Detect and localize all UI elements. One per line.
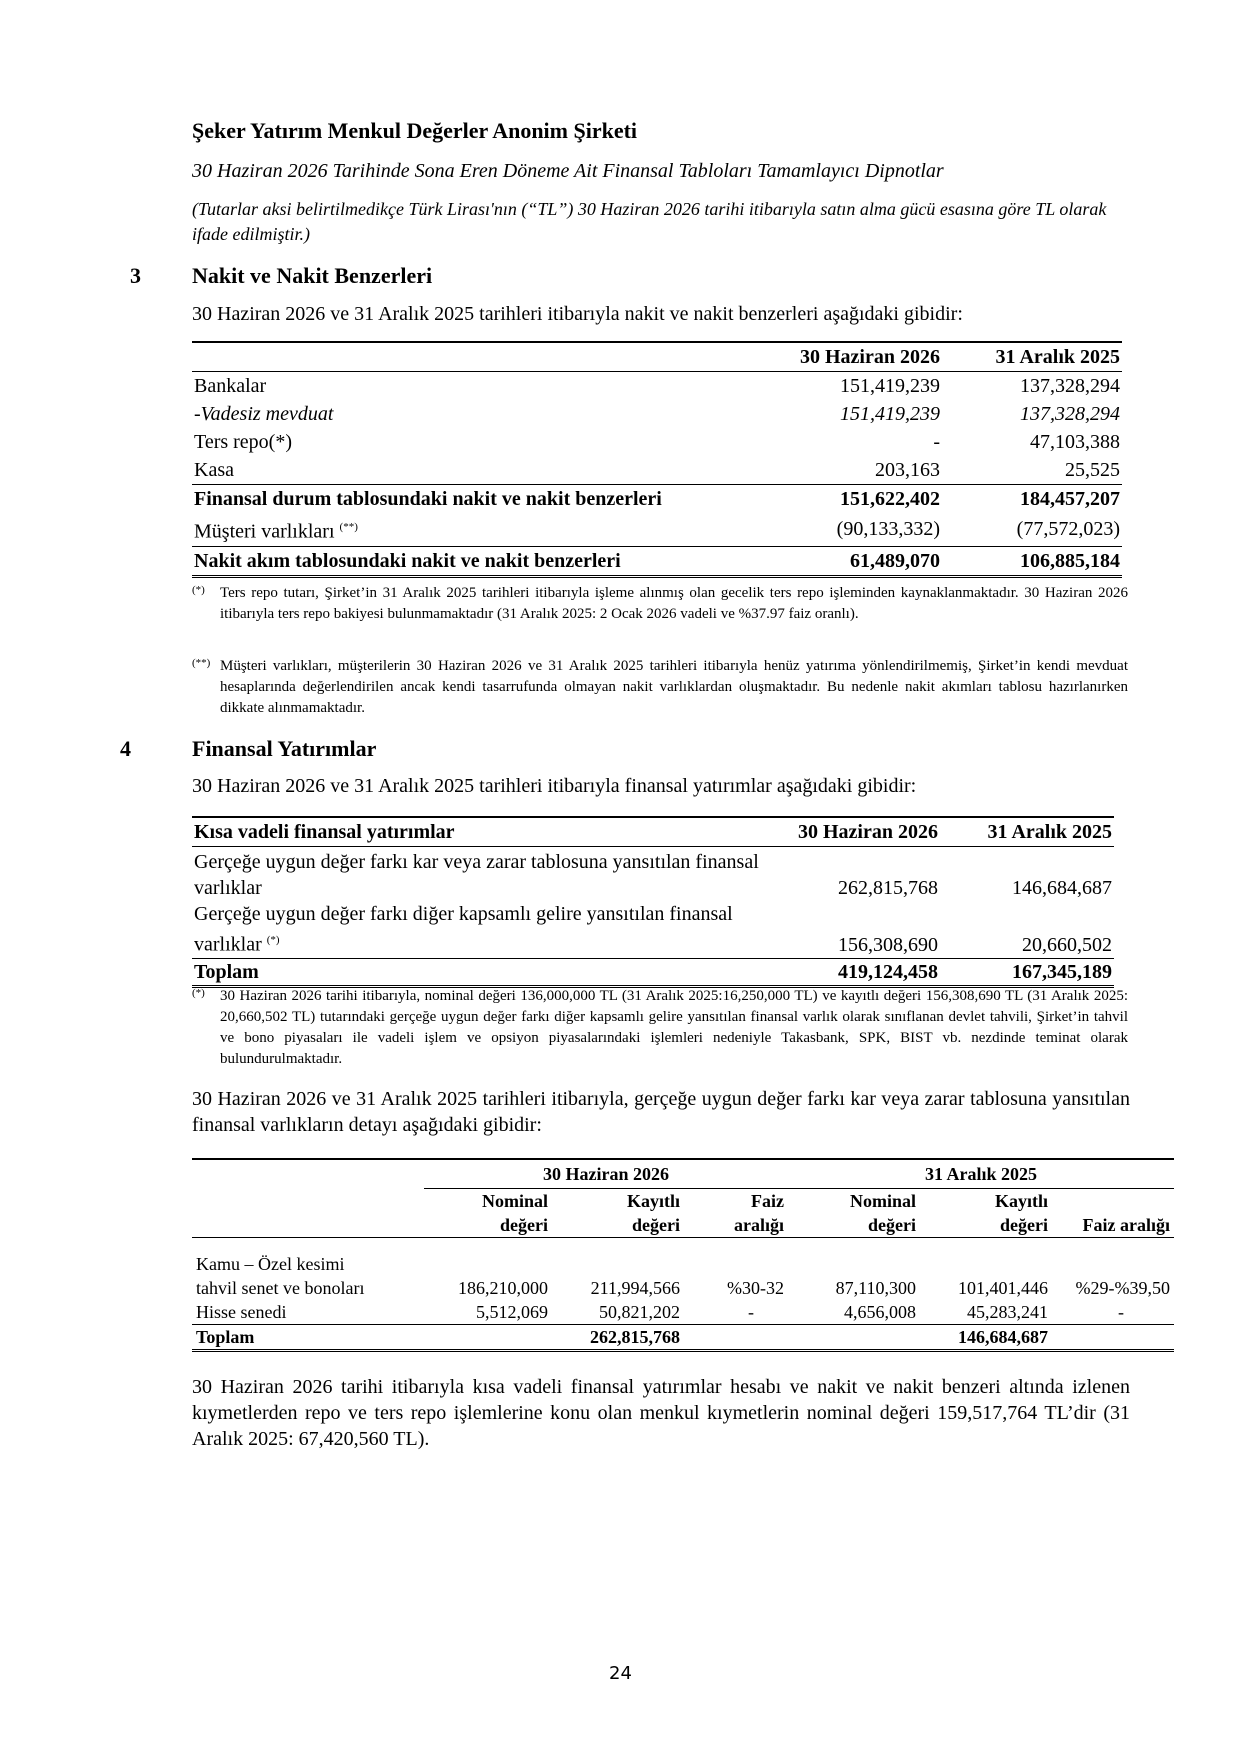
column-header: Kayıtlı — [627, 1190, 680, 1211]
table-cell: 5,512,069 — [476, 1301, 548, 1322]
row-label: tahvil senet ve bonoları — [196, 1277, 365, 1298]
closing-paragraph: 30 Haziran 2026 tarihi itibarıyla kısa vadeli finansal yatırımlar hesabı ve nakit ve nakit benzeri altında izlenen kıymetlerden repo ve ters repo işlemlerine konu olan menkul kıymetlerin nominal değeri 159,517,764 TL’dir (31 Aralık 2025: 67,420,560 TL). — [192, 1376, 1130, 1450]
value-2025: 106,885,184 — [1020, 549, 1120, 572]
footnote-text: Ters repo tutarı, Şirket’in 31 Aralık 2025 tarihleri itibarıyla işleme alınmış olan gecelik ters repo işleminden kaynaklanmaktadır. 30 Haziran 2026 itibarıyla ters repo bakiyesi bulunmamaktadır (31 Aralık 2025: 2 Ocak 2026 vadeli ve %37.97 faiz oranlı). — [220, 585, 1128, 622]
table-row — [192, 847, 1114, 902]
table-row — [192, 1252, 1174, 1276]
spacer-row — [192, 1237, 1174, 1252]
column-header: 31 Aralık 2025 — [995, 346, 1120, 368]
row-label: -Vadesiz mevduat — [194, 403, 334, 425]
value-2026: 156,308,690 — [838, 933, 938, 956]
table-cell: 4,656,008 — [844, 1301, 916, 1322]
total-row — [192, 1324, 1174, 1350]
column-header: 30 Haziran 2026 — [798, 821, 938, 843]
value-2026: 151,419,239 — [840, 403, 940, 425]
column-header: değeri — [500, 1214, 548, 1235]
section-4-number: 4 — [120, 736, 131, 761]
footnote-ref: (**) — [339, 521, 358, 533]
table-row — [192, 1300, 1174, 1325]
value-2025: 47,103,388 — [1030, 431, 1120, 453]
footnote-mark: (**) — [192, 657, 211, 669]
column-header: 30 Haziran 2026 — [800, 346, 940, 368]
table-cell: %30-32 — [727, 1277, 784, 1298]
value-2026: 151,622,402 — [840, 488, 940, 510]
row-label: Hisse senedi — [196, 1301, 287, 1322]
table-cell: 101,401,446 — [958, 1277, 1048, 1298]
value-2026: - — [933, 431, 940, 453]
table-cell: - — [1118, 1301, 1124, 1322]
row-label: Finansal durum tablosundaki nakit ve nakit benzerleri — [194, 488, 662, 510]
company-name: Şeker Yatırım Menkul Değerler Anonim Şirketi — [192, 118, 638, 143]
table-row — [192, 372, 1122, 401]
value-2026: (90,133,332) — [836, 518, 940, 541]
footnote-text: Müşteri varlıkları, müşterilerin 30 Haziran 2026 ve 31 Aralık 2025 tarihleri itibarıyla henüz yatırıma yönlendirilmemiş, Şirket’in kendi mevduat hesaplarında değerlendirilen ancak kendi tasarrufunda olmayan nakit varlıklardan oluşmaktadır. Bu nedenle nakit akımları tablosu hazırlanırken dikkate alınmamaktadır. — [220, 658, 1128, 716]
row-label: Nakit akım tablosundaki nakit ve nakit benzerleri — [194, 549, 621, 572]
column-header-row-1 — [192, 1188, 1174, 1213]
table-row — [192, 456, 1122, 485]
row-label: Kamu – Özel kesimi — [196, 1253, 345, 1274]
column-header: değeri — [868, 1214, 916, 1235]
value-2025: 184,457,207 — [1020, 488, 1120, 510]
column-header: Faiz — [751, 1190, 784, 1211]
table-row — [192, 901, 1114, 958]
table-header-row — [192, 342, 1122, 372]
column-header-row-2 — [192, 1213, 1174, 1238]
value-2026: 151,419,239 — [840, 375, 940, 397]
column-header: değeri — [632, 1214, 680, 1235]
period-2026-header: 30 Haziran 2026 — [424, 1159, 788, 1188]
row-label — [192, 901, 762, 958]
table-cell: 45,283,241 — [967, 1301, 1048, 1322]
value-2025: (77,572,023) — [1016, 518, 1120, 541]
value-2025: 20,660,502 — [1022, 933, 1112, 956]
table-row — [192, 400, 1122, 428]
value-2026: 419,124,458 — [838, 960, 938, 983]
footnote-ref: (*) — [266, 934, 280, 946]
row-label: Kasa — [194, 459, 234, 481]
detail-intro: 30 Haziran 2026 ve 31 Aralık 2025 tarihleri itibarıyla, gerçeğe uygun değer farkı kar veya zarar tablosuna yansıtılan finansal varlıkların detayı aşağıdaki gibidir: — [192, 1088, 1130, 1136]
row-label-text: Müşteri varlıkları — [194, 520, 335, 543]
currency-note: (Tutarlar aksi belirtilmedikçe Türk Lirası'nın (“TL”) 30 Haziran 2026 tarihi itibarıyla satın alma gücü esasına göre TL olarak ifade edilmiştir.) — [192, 199, 1107, 244]
table-header-row — [192, 817, 1114, 847]
column-header: Faiz aralığı — [1082, 1214, 1170, 1235]
value-2026: 203,163 — [875, 459, 940, 481]
financial-investments-table — [192, 816, 1114, 988]
fvtpl-detail-table — [192, 1158, 1174, 1352]
section-3-number: 3 — [130, 263, 141, 288]
total-row — [192, 958, 1114, 986]
value-2025: 137,328,294 — [1020, 403, 1120, 425]
table-title: Kısa vadeli finansal yatırımlar — [194, 821, 455, 843]
table-row — [192, 1276, 1174, 1300]
value-2025: 137,328,294 — [1020, 375, 1120, 397]
table-cell: 211,994,566 — [590, 1277, 680, 1298]
footnote-text: 30 Haziran 2026 tarihi itibarıyla, nominal değeri 136,000,000 TL (31 Aralık 2025:16,250,000 TL) ve kayıtlı değeri 156,308,690 TL (31 Aralık 2025: 20,660,502 TL) tutarındaki gerçeğe uygun değer farkı diğer kapsamlı gelire yansıtılan finansal varlık olarak sınıflanan devlet tahvili, Şirket’in tahvil ve bono piyasaları ile vadeli işlem ve opsiyon piyasalarındaki işlemleri nedeniyle Takasbank, SPK, BIST vb. nezdinde teminat olarak bulundurulmaktadır. — [220, 988, 1128, 1067]
column-header: Kayıtlı — [995, 1190, 1048, 1211]
value-2025: 146,684,687 — [1012, 877, 1112, 899]
value-2026: 262,815,768 — [838, 877, 938, 899]
column-header: 31 Aralık 2025 — [987, 821, 1112, 843]
table-cell: - — [748, 1301, 754, 1322]
row-label-text: Gerçeğe uygun değer farkı diğer kapsamlı gelire yansıtılan finansal varlıklar — [194, 903, 733, 956]
section-4-intro: 30 Haziran 2026 ve 31 Aralık 2025 tarihleri itibarıyla finansal yatırımlar aşağıdaki gibidir: — [192, 775, 917, 797]
period-2025-header: 31 Aralık 2025 — [788, 1159, 1174, 1188]
total-row — [192, 546, 1122, 576]
row-label: Toplam — [196, 1326, 255, 1347]
value-2025: 25,525 — [1065, 459, 1120, 481]
subtotal-row — [192, 485, 1122, 514]
row-label: Bankalar — [194, 375, 267, 397]
column-header: değeri — [1000, 1214, 1048, 1235]
column-header: aralığı — [734, 1214, 784, 1235]
section-3-intro: 30 Haziran 2026 ve 31 Aralık 2025 tarihleri itibarıyla nakit ve nakit benzerleri aşağıdaki gibidir: — [192, 303, 963, 325]
section-3-title: Nakit ve Nakit Benzerleri — [192, 263, 433, 288]
cash-equivalents-table — [192, 341, 1122, 578]
page-number: 24 — [609, 1663, 632, 1684]
row-label: Gerçeğe uygun değer farkı kar veya zarar tablosuna yansıtılan finansal varlıklar — [194, 851, 759, 899]
row-label: Ters repo(*) — [194, 431, 292, 453]
column-header: Nominal — [849, 1190, 916, 1211]
period-header-row — [192, 1159, 1174, 1188]
table-cell: 186,210,000 — [458, 1277, 548, 1298]
total-2025: 146,684,687 — [958, 1326, 1048, 1347]
column-header: Nominal — [481, 1190, 548, 1211]
section-4-title: Finansal Yatırımlar — [192, 736, 377, 761]
table-cell: 50,821,202 — [599, 1301, 680, 1322]
footnote-mark: (*) — [192, 584, 205, 596]
total-2026: 262,815,768 — [590, 1326, 680, 1347]
value-2025: 167,345,189 — [1012, 960, 1112, 983]
report-subtitle: 30 Haziran 2026 Tarihinde Sona Eren Döneme Ait Finansal Tabloları Tamamlayıcı Dipnotlar — [192, 160, 944, 182]
table-row — [192, 513, 1122, 546]
footnote-mark: (*) — [192, 987, 205, 999]
table-cell: %29-%39,50 — [1075, 1277, 1170, 1298]
table-cell: 87,110,300 — [835, 1277, 916, 1298]
value-2026: 61,489,070 — [850, 549, 940, 572]
table-row — [192, 428, 1122, 456]
row-label: Toplam — [194, 960, 259, 983]
row-label — [192, 513, 752, 546]
